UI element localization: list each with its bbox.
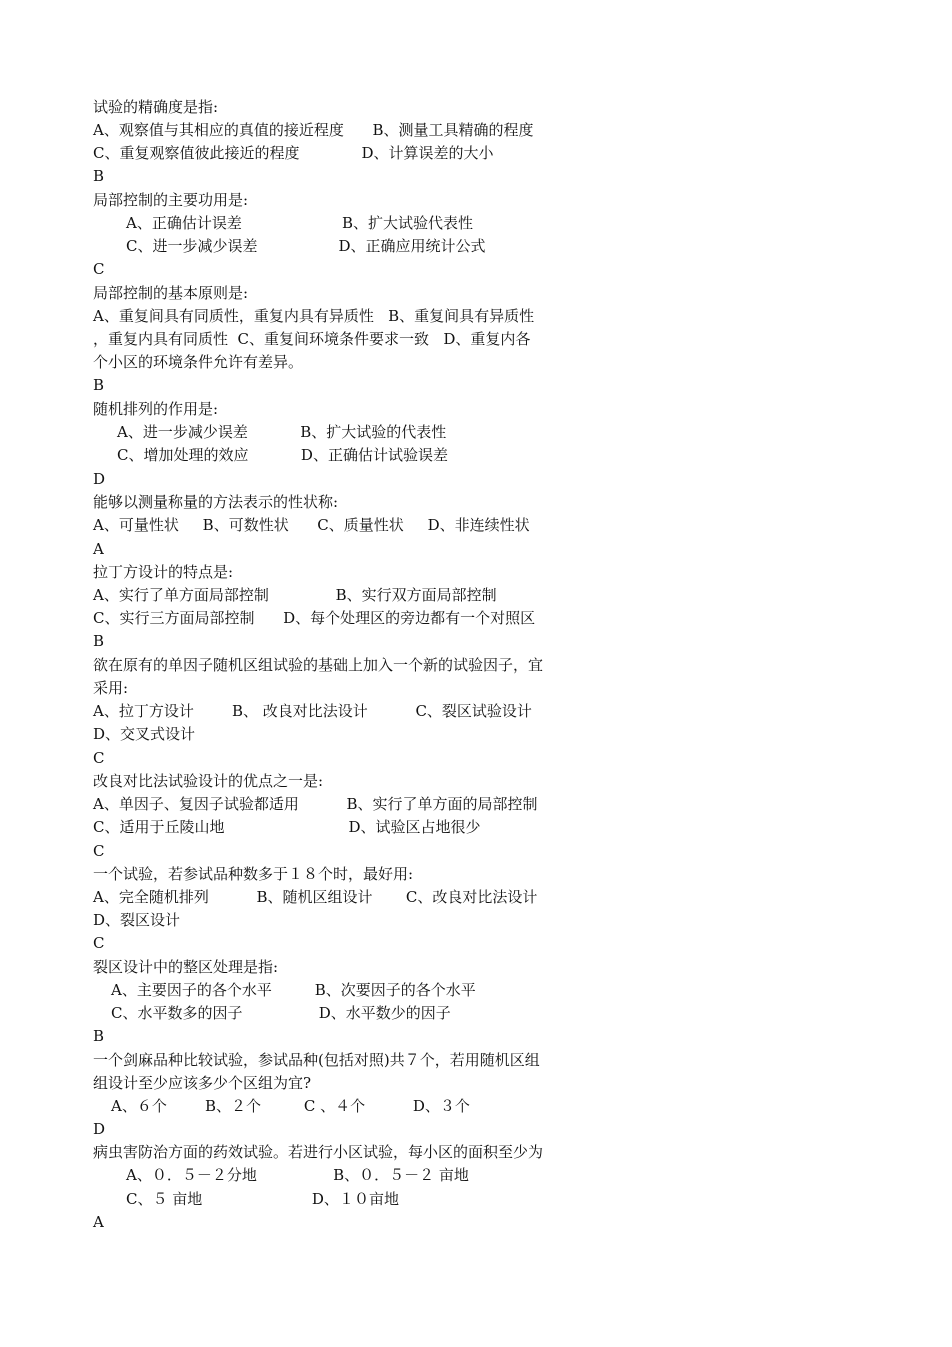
question-answer: D — [93, 1120, 106, 1138]
question-stem: 采用: — [93, 679, 129, 697]
question-option: C、实行三方面局部控制 D、每个处理区的旁边都有一个对照区 — [93, 609, 536, 627]
question-answer: B — [93, 632, 105, 650]
question-option: C、５ 亩地 D、１０亩地 — [126, 1190, 399, 1208]
question-answer: C — [93, 934, 105, 952]
question-answer: B — [93, 167, 105, 185]
question-option: 个小区的环境条件允许有差异。 — [93, 353, 304, 371]
question-option: C、重复观察值彼此接近的程度 D、计算误差的大小 — [93, 144, 494, 162]
question-stem: 试验的精确度是指: — [93, 98, 219, 116]
question-answer: C — [93, 842, 105, 860]
question-stem: 裂区设计中的整区处理是指: — [93, 958, 279, 976]
question-option: A、进一步减少误差 B、扩大试验的代表性 — [117, 423, 447, 441]
question-answer: C — [93, 749, 105, 767]
question-answer: B — [93, 376, 105, 394]
question-option: A、６个 B、２个 C 、４个 D、３个 — [111, 1097, 470, 1115]
question-stem: 随机排列的作用是: — [93, 400, 219, 418]
question-option: A、主要因子的各个水平 B、次要因子的各个水平 — [111, 981, 476, 999]
question-stem: 组设计至少应该多少个区组为宜? — [93, 1074, 312, 1092]
question-option: A、０．５－２分地 B、０．５－２ 亩地 — [126, 1166, 469, 1184]
question-option: C、适用于丘陵山地 D、试验区占地很少 — [93, 818, 481, 836]
question-option: A、正确估计误差 B、扩大试验代表性 — [126, 214, 473, 232]
question-stem: 局部控制的主要功用是: — [93, 191, 249, 209]
question-stem: 拉丁方设计的特点是: — [93, 563, 234, 581]
question-option: ，重复内具有同质性 C、重复间环境条件要求一致 D、重复内各 — [93, 330, 531, 348]
question-stem: 局部控制的基本原则是: — [93, 284, 249, 302]
question-option: D、裂区设计 — [93, 911, 181, 929]
question-answer: D — [93, 470, 106, 488]
question-stem: 一个剑麻品种比较试验，参试品种(包括对照)共７个，若用随机区组 — [93, 1051, 540, 1069]
question-answer: A — [93, 1213, 104, 1231]
question-stem: 能够以测量称量的方法表示的性状称: — [93, 493, 339, 511]
question-stem: 一个试验，若参试品种数多于１８个时，最好用: — [93, 865, 414, 883]
question-stem: 病虫害防治方面的药效试验。若进行小区试验，每小区的面积至少为 — [93, 1143, 544, 1161]
question-option: C、进一步减少误差 D、正确应用统计公式 — [126, 237, 486, 255]
question-option: A、可量性状 B、可数性状 C、质量性状 D、非连续性状 — [93, 516, 530, 534]
question-option: A、重复间具有同质性，重复内具有异质性 B、重复间具有异质性 — [93, 307, 535, 325]
question-option: A、实行了单方面局部控制 B、实行双方面局部控制 — [93, 586, 497, 604]
question-option: C、增加处理的效应 D、正确估计试验误差 — [117, 446, 448, 464]
question-answer: B — [93, 1027, 105, 1045]
question-option: C、水平数多的因子 D、水平数少的因子 — [111, 1004, 451, 1022]
question-option: A、拉丁方设计 B、 改良对比法设计 C、裂区试验设计 — [93, 702, 532, 720]
question-answer: C — [93, 260, 105, 278]
question-option: D、交叉式设计 — [93, 725, 196, 743]
question-stem: 改良对比法试验设计的优点之一是: — [93, 772, 324, 790]
question-option: A、完全随机排列 B、随机区组设计 C、改良对比法设计 — [93, 888, 538, 906]
question-option: A、单因子、复因子试验都适用 B、实行了单方面的局部控制 — [93, 795, 538, 813]
question-stem: 欲在原有的单因子随机区组试验的基础上加入一个新的试验因子，宜 — [93, 656, 544, 674]
question-answer: A — [93, 540, 104, 558]
question-option: A、观察值与其相应的真值的接近程度 B、测量工具精确的程度 — [93, 121, 534, 139]
